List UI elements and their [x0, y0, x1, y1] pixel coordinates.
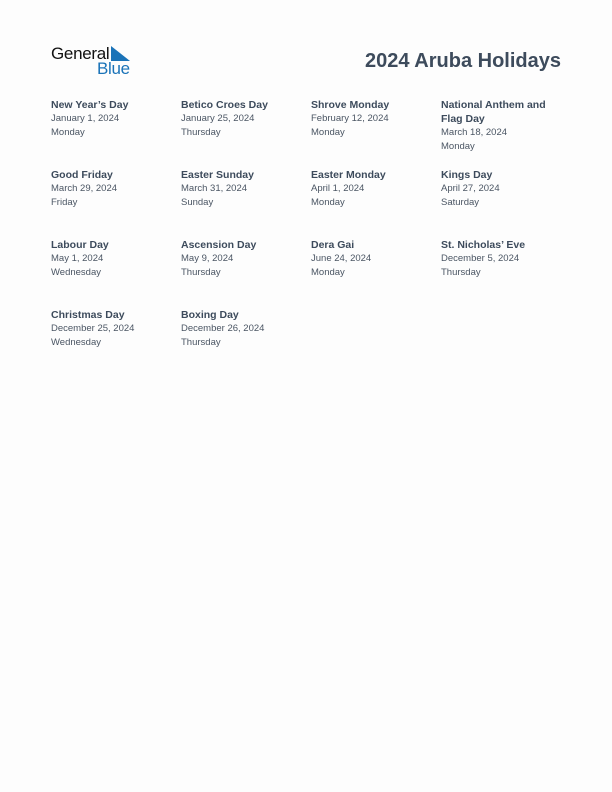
holiday-name: Christmas Day [51, 309, 125, 321]
holiday-weekday: Sunday [181, 197, 214, 208]
holiday-date: December 26, 2024 [181, 323, 265, 334]
holiday-item [51, 238, 169, 280]
holiday-item [181, 238, 299, 280]
holiday-weekday: Monday [441, 141, 475, 152]
holiday-date: March 29, 2024 [51, 183, 118, 194]
holiday-name: Betico Croes Day [181, 99, 268, 111]
holiday-date: January 25, 2024 [181, 113, 255, 124]
logo-word-general: General [51, 44, 110, 63]
holiday-item [181, 98, 299, 140]
holiday-date: January 1, 2024 [51, 113, 120, 124]
holiday-date: May 9, 2024 [181, 253, 234, 264]
holiday-weekday: Wednesday [51, 267, 101, 278]
holiday-date: December 25, 2024 [51, 323, 135, 334]
holiday-weekday: Friday [51, 197, 78, 208]
holiday-name: New Year’s Day [51, 99, 129, 111]
holiday-date: May 1, 2024 [51, 253, 104, 264]
holiday-item [311, 168, 429, 210]
logo-word-blue: Blue [97, 59, 130, 78]
holiday-item [441, 168, 559, 210]
generalblue-logo [51, 44, 141, 78]
holiday-weekday: Wednesday [51, 337, 101, 348]
holiday-name: National Anthem and Flag Day [441, 99, 546, 125]
holiday-date: March 18, 2024 [441, 127, 508, 138]
holiday-date: April 27, 2024 [441, 183, 500, 194]
holiday-item [181, 168, 299, 210]
holiday-item [51, 308, 169, 350]
holiday-weekday: Thursday [181, 337, 221, 348]
holiday-name: Kings Day [441, 169, 493, 181]
holiday-date: April 1, 2024 [311, 183, 365, 194]
holiday-date: June 24, 2024 [311, 253, 372, 264]
holiday-name: Easter Sunday [181, 169, 254, 181]
page-title: 2024 Aruba Holidays [364, 50, 561, 72]
holiday-item [51, 98, 169, 140]
holiday-date: December 5, 2024 [441, 253, 520, 264]
holiday-name: Boxing Day [181, 309, 239, 321]
holiday-date: February 12, 2024 [311, 113, 389, 124]
holiday-item [181, 308, 299, 350]
holiday-name: Good Friday [51, 169, 113, 181]
holiday-item [51, 168, 169, 210]
holiday-item [441, 238, 559, 280]
holiday-name: St. Nicholas’ Eve [441, 239, 526, 251]
holiday-weekday: Saturday [441, 197, 480, 208]
holiday-item [311, 238, 429, 280]
holiday-date: March 31, 2024 [181, 183, 248, 194]
holiday-weekday: Monday [51, 127, 85, 138]
holiday-weekday: Thursday [181, 267, 221, 278]
holiday-weekday: Monday [311, 197, 345, 208]
holiday-item [441, 98, 561, 154]
holiday-name: Dera Gai [311, 239, 355, 251]
holiday-item [311, 98, 429, 140]
holiday-weekday: Monday [311, 267, 345, 278]
holiday-weekday: Thursday [181, 127, 221, 138]
holiday-weekday: Thursday [441, 267, 481, 278]
holiday-name: Labour Day [51, 239, 109, 251]
holiday-weekday: Monday [311, 127, 345, 138]
holiday-name: Ascension Day [181, 239, 257, 251]
holiday-name: Shrove Monday [311, 99, 390, 111]
holiday-name: Easter Monday [311, 169, 386, 181]
